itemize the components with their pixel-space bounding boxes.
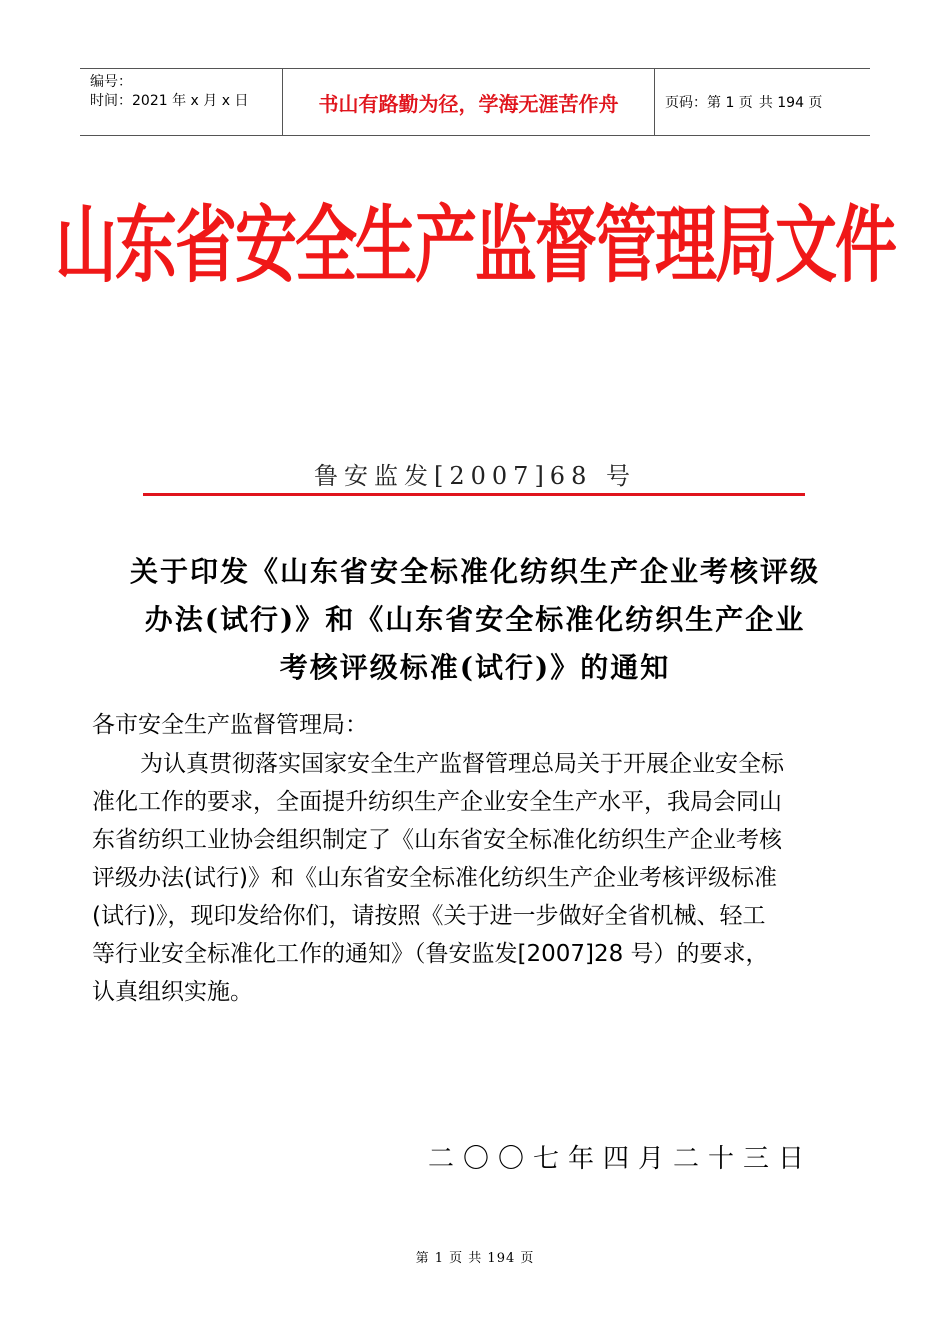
header-page-label: 页码：第 1 页 — [665, 95, 753, 111]
addressee: 各市安全生产监督管理局： — [92, 712, 368, 738]
subject-line: 考核评级标准(试行)》的通知 — [279, 651, 671, 684]
notice-subject — [90, 548, 860, 692]
header-total-label: 共 194 页 — [758, 95, 823, 111]
body-line: 认真组织实施。 — [92, 979, 253, 1005]
subject-line: 办法(试行)》和《山东省安全标准化纺织生产企业 — [144, 603, 806, 636]
body-line: 评级办法(试行)》和《山东省安全标准化纺织生产企业考核评级标准 — [92, 865, 777, 891]
body-line: 为认真贯彻落实国家安全生产监督管理总局关于开展企业安全标 — [140, 751, 784, 777]
document-number: 鲁安监发[2007]68 号 — [314, 462, 636, 490]
page-footer: 第 1 页 共 194 页 — [415, 1251, 535, 1266]
body-paragraph — [92, 745, 860, 1011]
issuer-title: 山东省安全生产监督管理局文件 — [54, 195, 895, 295]
header-meta-cell — [80, 69, 282, 135]
header-table — [80, 68, 870, 136]
red-divider — [143, 493, 805, 496]
header-motto: 书山有路勤为径，学海无涯苦作舟 — [318, 91, 619, 116]
body-line: 东省纺织工业协会组织制定了《山东省安全标准化纺织生产企业考核 — [92, 827, 782, 853]
header-motto-cell — [282, 69, 655, 135]
subject-line: 关于印发《山东省安全标准化纺织生产企业考核评级 — [129, 555, 820, 588]
header-number-label: 编号： — [90, 74, 132, 90]
header-page-cell — [655, 69, 870, 135]
body-line: (试行)》，现印发给你们，请按照《关于进一步做好全省机械、轻工 — [92, 903, 766, 929]
header-time-label: 时间：2021 年 x 月 x 日 — [90, 93, 249, 109]
issue-date: 二〇〇七年四月二十三日 — [428, 1144, 814, 1174]
body-line: 等行业安全标准化工作的通知》（鲁安监发[2007]28 号）的要求， — [92, 941, 769, 967]
body-line: 准化工作的要求，全面提升纺织生产企业安全生产水平，我局会同山 — [92, 789, 782, 815]
